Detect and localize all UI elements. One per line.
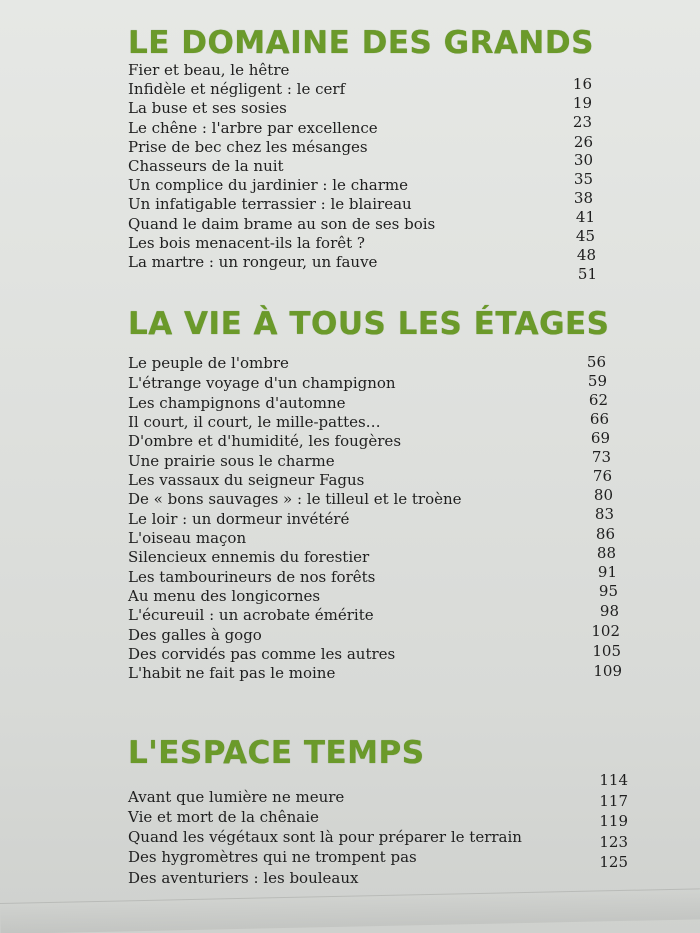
toc-entry[interactable]: Les vassaux du seigneur Fagus	[128, 471, 365, 489]
toc-entry[interactable]: Des hygromètres qui ne trompent pas	[128, 848, 417, 866]
toc-entry[interactable]: D'ombre et d'humidité, les fougères	[128, 432, 402, 450]
toc-entry[interactable]: La buse et ses sosies	[128, 99, 287, 117]
page-number: 91	[597, 563, 617, 581]
page-number: 83	[594, 505, 614, 523]
page-number: 86	[595, 525, 615, 543]
page-number: 16	[572, 75, 592, 93]
toc-entry[interactable]: Le loir : un dormeur invétéré	[128, 510, 350, 528]
toc-entry[interactable]: Les champignons d'automne	[128, 394, 346, 412]
page-number: 125	[599, 853, 628, 871]
toc-entry[interactable]: Avant que lumière ne meure	[128, 788, 345, 806]
page-number: 38	[573, 189, 593, 207]
toc-entry[interactable]: Des galles à gogo	[128, 626, 262, 644]
toc-entry[interactable]: Le peuple de l'ombre	[128, 354, 289, 372]
page-number: 98	[599, 602, 619, 620]
toc-entry[interactable]: Les tambourineurs de nos forêts	[128, 568, 376, 586]
page-number: 30	[573, 151, 593, 169]
page-number: 51	[577, 265, 597, 283]
page-number: 66	[589, 410, 609, 428]
page-number: 123	[599, 833, 628, 851]
page-number: 45	[575, 227, 595, 245]
page-number: 109	[593, 662, 622, 680]
page-number: 117	[599, 792, 628, 810]
page-number: 69	[590, 429, 610, 447]
toc-entry[interactable]: L'oiseau maçon	[128, 529, 247, 547]
toc-entry[interactable]: L'écureuil : un acrobate émérite	[128, 606, 374, 624]
toc-entry[interactable]: Un infatigable terrassier : le blaireau	[128, 195, 412, 213]
page-number: 62	[588, 391, 608, 409]
page-number: 80	[593, 486, 613, 504]
page-number: 48	[576, 246, 596, 264]
toc-entry[interactable]: Infidèle et négligent : le cerf	[128, 80, 346, 98]
section-title: L'ESPACE TEMPS	[128, 735, 425, 771]
page-number: 56	[586, 353, 606, 371]
page-number: 23	[572, 113, 592, 131]
section-title: LE DOMAINE DES GRANDS	[128, 25, 594, 61]
page-number: 102	[591, 622, 620, 640]
toc-entry[interactable]: Un complice du jardinier : le charme	[128, 176, 408, 194]
toc-entry[interactable]: Chasseurs de la nuit	[128, 157, 284, 175]
toc-entry[interactable]: De « bons sauvages » : le tilleul et le troène	[128, 490, 462, 508]
toc-entry[interactable]: Silencieux ennemis du forestier	[128, 548, 370, 566]
toc-entry[interactable]: Une prairie sous le charme	[128, 452, 335, 470]
page-number: 95	[598, 582, 618, 600]
page-number: 19	[572, 94, 592, 112]
page-number: 105	[592, 642, 621, 660]
page-number: 41	[575, 208, 595, 226]
toc-entry[interactable]: Le chêne : l'arbre par excellence	[128, 119, 378, 137]
section-title: LA VIE À TOUS LES ÉTAGES	[128, 306, 610, 342]
toc-entry[interactable]: Prise de bec chez les mésanges	[128, 138, 368, 156]
toc-entry[interactable]: Des aventuriers : les bouleaux	[128, 869, 359, 887]
toc-entry[interactable]: Quand les végétaux sont là pour préparer le terrain	[128, 828, 522, 846]
page-number: 73	[591, 448, 611, 466]
page-number: 88	[596, 544, 616, 562]
page-number: 119	[599, 812, 628, 830]
toc-entry[interactable]: Les bois menacent-ils la forêt ?	[128, 234, 365, 252]
toc-entry[interactable]: Quand le daim brame au son de ses bois	[128, 215, 436, 233]
page-edge	[0, 888, 700, 933]
toc-entry[interactable]: Au menu des longicornes	[128, 587, 321, 605]
page-number: 76	[592, 467, 612, 485]
toc-entry[interactable]: Il court, il court, le mille-pattes…	[128, 413, 381, 431]
toc-entry[interactable]: Vie et mort de la chênaie	[128, 808, 319, 826]
page-number: 59	[587, 372, 607, 390]
toc-entry[interactable]: L'étrange voyage d'un champignon	[128, 374, 396, 392]
page-number: 35	[573, 170, 593, 188]
toc-entry[interactable]: Des corvidés pas comme les autres	[128, 645, 396, 663]
page-number: 114	[599, 771, 628, 789]
page-number: 26	[573, 133, 593, 151]
toc-entry[interactable]: L'habit ne fait pas le moine	[128, 664, 336, 682]
toc-entry[interactable]: Fier et beau, le hêtre	[128, 61, 290, 79]
toc-entry[interactable]: La martre : un rongeur, un fauve	[128, 253, 378, 271]
